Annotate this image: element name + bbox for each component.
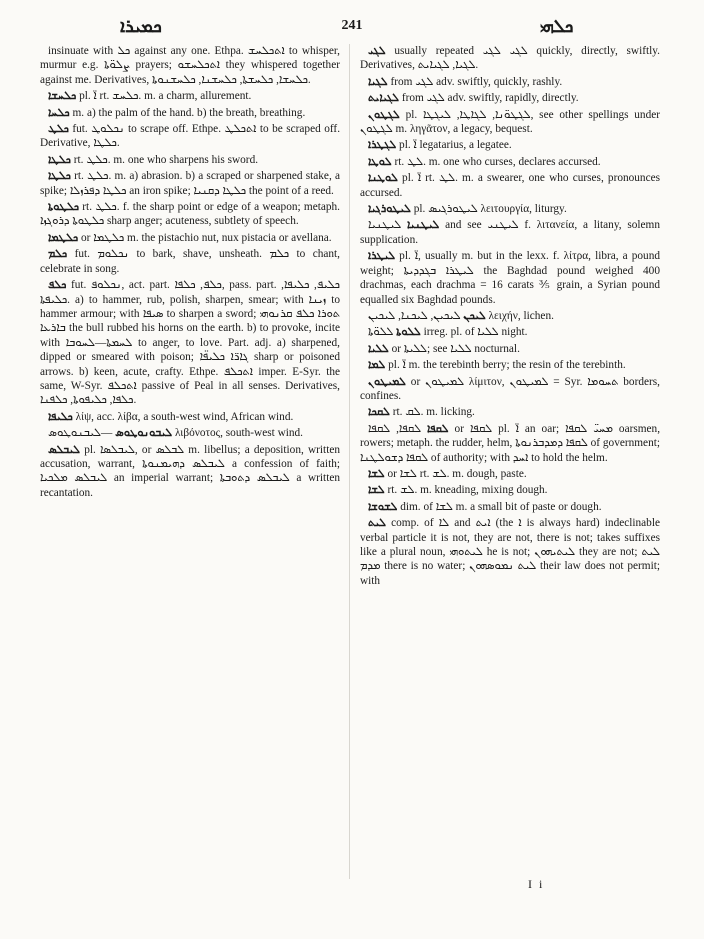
- entry-definition: λίψ, acc. λίβα, a south-west wind, African wind.: [75, 410, 294, 423]
- headword: ܠܘܛܐ: [368, 154, 392, 168]
- headword: ܠܓܝܐ: [368, 74, 388, 88]
- dictionary-entry: [360, 91, 660, 105]
- page-number: 241: [341, 18, 363, 33]
- entry-definition: from ܠܓܝ adv. swiftly, rapidly, directly.: [401, 92, 579, 105]
- entry-definition: ܠܠܘ̈ܬܐ irreg. pl. of ܠܠܝܐ night.: [368, 326, 528, 339]
- headword: ܠܠܝܐ: [368, 341, 389, 355]
- entry-definition: pl. ܠܝܛܘܪܓܝܣ λειτουργία, liturgy.: [413, 203, 567, 216]
- headword: ܠܝܬ: [368, 516, 387, 530]
- dictionary-entry: [360, 218, 660, 247]
- dictionary-entry: [40, 278, 340, 408]
- dictionary-entry: [360, 500, 660, 514]
- entry-definition: ܠܩܦܐ, ܠܩܦܐ or ܠܩܦܐ pl. ܐ̈ an oar; ܡܚܝ̈ ܠܩܦܐ oarsmen, rowers; metaph. the rudder, helm, ܠܩܦܐ ܕܡܕܒܪܢܘܬܐ of government; ܠܩܦܐ ܕܫܘܠܛܢܐ of authority; with ܐܚܕ to hold the helm.: [360, 422, 660, 464]
- dictionary-entry: [360, 325, 660, 339]
- entry-definition: or ܠܫܐ rt. ܠܫ. m. dough, paste.: [387, 467, 527, 480]
- headword: ܟܠܛܐ: [48, 169, 71, 183]
- dictionary-entry: [360, 202, 660, 216]
- entry-definition: comp. of ܠܐ and ܐܝܬ (the ܐ is always hard) indeclinable verbal particle it is not, they are not, there is not; takes suffixes like a plural noun, ܠܝܬܘܗܝ he is not; ܠܝܬܝܗܘܢ they are not; ܠܝܬ ܡܕܡ there is no water; ܠܝܬ ܢܡܘܣܗܘܢ their law does not permit; with: [360, 517, 660, 587]
- entry-definition: —ܠܝܒܢܘܛܘܣ λιβόνοτος, south-west wind.: [48, 427, 303, 440]
- headword: ܠܝܒܘܢܘܛܘܣ: [115, 426, 173, 440]
- entry-definition: usually repeated ܠܓܝ ܠܓܝ quickly, directly, swiftly. Derivatives, ܠܓܝܐ, ܠܓܝܐܝܬ.: [360, 45, 660, 72]
- dictionary-entry: [40, 231, 340, 245]
- dictionary-entry: [360, 138, 660, 152]
- entry-definition: rt. ܠܛ. m. one who curses, declares accursed.: [394, 155, 601, 168]
- dictionary-entry: [40, 44, 340, 87]
- left-running-head: ܟܡܝܪܐ: [120, 16, 162, 36]
- headword: ܠܓܝ: [368, 44, 386, 57]
- headword: ܠܝܟܢ: [463, 308, 486, 322]
- headword: ܠܡܝܛܘܢ: [368, 374, 406, 388]
- dictionary-entry: [360, 516, 660, 588]
- dictionary-entry: [360, 44, 660, 73]
- headword: ܠܩܟܐ: [368, 405, 390, 419]
- entry-definition: or ܠܡܝܛܘܢ λίμιτον, ܠܡܝܛܘܢ = Syr. ܬܚܘܡܐ borders, confines.: [360, 375, 660, 402]
- dictionary-entry: [360, 155, 660, 169]
- headword: ܠܝܒܠܣ: [48, 442, 81, 456]
- headword: ܠܝܛܢܝܐ: [407, 218, 440, 232]
- headword: ܠܝܛܪܐ: [368, 249, 396, 263]
- dictionary-entry: [40, 89, 340, 103]
- dictionary-entry: [40, 169, 340, 198]
- headword: ܟܠܛܐ: [48, 152, 71, 166]
- headword: ܠܠܘܬܐ: [396, 325, 421, 339]
- dictionary-entry: [360, 75, 660, 89]
- entry-definition: rt. ܟܠܛ. m. a) abrasion. b) a scraped or sharpened stake, a spike; ܟܠܛܐ ܕܦܪܙܠܐ an iron spike; ܟܠܛܐ ܕܩܢܝܐ the point of a reed.: [40, 170, 340, 197]
- entry-definition: fut. ܢܟܠܘܦ, act. part. ܟܠܦ, ܟܠܦܐ, pass. part. ܟܠܝܦ, ܟܠܝܦܐ, ܟܠܝܦܬܐ. a) to hammer, rub, polish, sharpen, smear; with ܙܝܢܐ to hammer armour; with ܣܝܦܐ to sharpen a sword; ܬܘܪܐ ܟܠܦ ܩܪܢܘܗܝ ܒܐܪܥܐ the bull rubbed his horns on the earth. b) to provoke, incite with ܠܚܡܬܐ—ܠܚܘܒܐ to anger, to love. Part. adj. a) sharpened, dipped or smeared with poison; ܓܐܪ̈ܐ ܟܠܝܦ̈ܐ sharp or poisoned arrows. b) keen, acute, crafty. Ethpe. ܐܬܟܠܦ imper. E-Syr. the same, W-Syr. ܐܬܟܠܦ passive of Peal in all senses. Derivatives, ܟܠܦܐ, ܟܠܝܦܘܬܐ, ܟܠܦܢܐ.: [40, 279, 340, 407]
- entry-definition: rt. ܠܫ. m. kneading, mixing dough.: [387, 484, 548, 497]
- entry-definition: insinuate with ܟܠ against any one. Ethpa. ܐܬܟܠܚܫ to whisper, murmur e.g. ܨܠܘ̈ܬܐ prayers; ܐܬܟܠܚܫܘ they whispered together against me. Derivatives, ܟܠܚܫܐ, ܟܠܚܫܬܐ, ܟܠܚܫܢܐ, ܟܠܚܫܢܘܬܐ.: [40, 45, 340, 86]
- dictionary-entry: [40, 122, 340, 151]
- dictionary-entry: [360, 171, 660, 200]
- right-running-head: ܟܠܗܝ: [540, 16, 574, 36]
- entry-definition: pl. ܐ̈ rt. ܠܛ. m. a swearer, one who curses, pronounces accursed.: [360, 172, 660, 199]
- dictionary-entry: [40, 153, 340, 167]
- dictionary-entry: [360, 483, 660, 497]
- dictionary-entry: [40, 443, 340, 501]
- dictionary-entry: [360, 467, 660, 481]
- entry-definition: fut. ܢܟܠܘܡ to bark, shave, unsheath. ܟܠܡ to chant, celebrate in song.: [40, 248, 340, 275]
- entry-definition: rt. ܟܠܛ. f. the sharp point or edge of a weapon; metaph. ܟܠܛܘܬܐ ܕܪܘܓܙܐ sharp anger; acuteness, subtlety of speech.: [40, 201, 340, 228]
- page-header: [0, 14, 704, 40]
- headword: ܠܩܦܐ: [427, 421, 449, 435]
- headword: ܠܫܐ: [368, 483, 385, 497]
- entry-definition: pl. ܐ̈ rt. ܟܠܚܫ. m. a charm, allurement.: [79, 90, 252, 103]
- dictionary-entry: [360, 342, 660, 356]
- headword: ܠܓܛܘܢ: [368, 107, 400, 121]
- headword: ܟܠܦ: [48, 278, 67, 292]
- entry-definition: dim. of ܠܫܐ m. a small bit of paste or dough.: [400, 500, 602, 513]
- headword: ܟܠܚܐ: [48, 105, 70, 119]
- headword: ܟܠܛܘܬܐ: [48, 200, 79, 214]
- headword: ܠܡܐ: [368, 358, 386, 372]
- entry-definition: or ܠܠܝܬܐ; see ܠܠܝܐ nocturnal.: [391, 342, 520, 355]
- entry-definition: pl. ܐ̈ legatarius, a legatee.: [399, 139, 512, 152]
- dictionary-entry: [360, 108, 660, 137]
- entry-definition: from ܠܓܝ adv. swiftly, quickly, rashly.: [390, 75, 563, 88]
- headword: ܠܘܛܢܐ: [368, 171, 398, 185]
- entry-definition: ܠܝܟܝܢ, ܠܝܟܢܐ, ܠܝܟܝܢ λειχήν, lichen.: [368, 309, 554, 322]
- entry-definition: rt. ܠܩ. m. licking.: [392, 406, 475, 419]
- dictionary-entry: [360, 358, 660, 372]
- dictionary-entry: [40, 106, 340, 120]
- dictionary-entry: [40, 410, 340, 424]
- signature-mark: I i: [528, 877, 545, 891]
- dictionary-entry: [360, 375, 660, 404]
- dictionary-entry: [360, 405, 660, 419]
- right-column: [360, 44, 660, 924]
- entry-definition: pl. ܐ̈ m. the terebinth berry; the resin of the terebinth.: [388, 359, 626, 372]
- headword: ܟܠܝܦܐ: [48, 409, 73, 423]
- headword: ܟܠܡ: [48, 247, 68, 261]
- entry-definition: or ܟܠܛܡܐ m. the pistachio nut, nux pistacia or avellana.: [80, 231, 332, 244]
- entry-definition: pl. ܠܓܛܘ̈ܢܐ, ܠܓܐܛܐ, ܠܝܓܛܐ, see other spellings under ܠܓܛܘܢ m. ληγᾶτον, a legacy, bequest.: [360, 108, 660, 136]
- dictionary-entry: [360, 422, 660, 465]
- headword: ܠܝܛܘܪܓܝܐ: [368, 202, 411, 216]
- headword: ܟܠܛܡܐ: [48, 230, 79, 244]
- entry-definition: fut. ܢܟܠܘܛ to scrape off. Ethpe. ܐܬܟܠܛ to be scraped off. Derivative, ܟܠܛܐ.: [40, 123, 340, 150]
- entry-definition: m. a) the palm of the hand. b) the breath, breathing.: [72, 106, 306, 119]
- dictionary-entry: [40, 247, 340, 276]
- headword: ܠܓܝܐܝܬ: [368, 91, 400, 105]
- headword: ܠܫܐ: [368, 466, 385, 480]
- headword: ܠܫܘܫܐ: [368, 499, 398, 513]
- dictionary-entry: [40, 200, 340, 229]
- headword: ܟܠܛ: [48, 122, 69, 136]
- dictionary-entry: [360, 249, 660, 307]
- left-column: [40, 44, 340, 924]
- column-divider: [349, 44, 350, 879]
- entry-definition: ܠܝܛܢܝܐ and see ܠܝܛܢܝ f. λιτανεία, a litany, solemn supplication.: [360, 219, 660, 246]
- entry-definition: pl. ܐ̈, usually m. but in the lexx. f. λίτρα, libra, a pound weight; ܠܝܛܪܐ ܒܓܕܕܝܬܐ the Baghdad pound weighed 400 drachmas, each drachma = 16 carats ⅗ grain, a Syrian pound equalled six Baghdad pounds.: [360, 250, 660, 306]
- entry-definition: rt. ܟܠܛ. m. one who sharpens his sword.: [73, 153, 259, 166]
- headword: ܟܠܚܫܐ: [48, 89, 77, 103]
- entry-definition: pl. ܠܝܒܠܣܐ, or ܠܒܠܣ m. libellus; a deposition, written accusation, warrant, ܠܝܒܠܣ ܕܗܝܡܢܘܬܐ a confession of faith; ܠܝܒܠܣ ܡܠܟܝܐ an imperial warrant; ܠܝܒܠܣ ܕܬܘܒܬܐ a written recantation.: [40, 443, 340, 499]
- dictionary-entry: [360, 309, 660, 323]
- headword: ܠܓܛܪܐ: [368, 138, 397, 152]
- dictionary-entry: [40, 426, 340, 440]
